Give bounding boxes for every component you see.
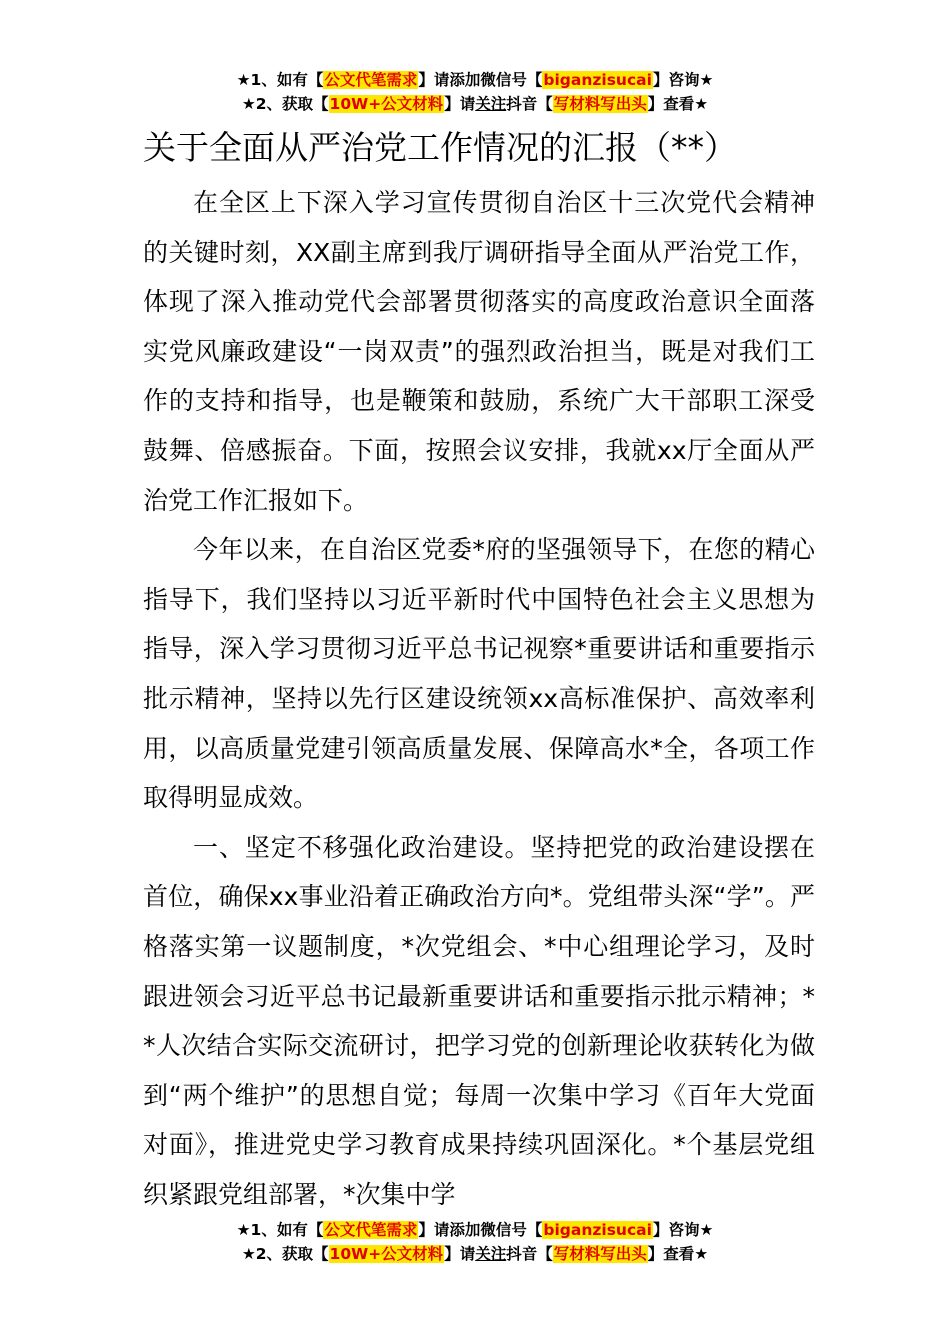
header-banner bbox=[0, 68, 950, 116]
banner-highlight: 10W+公文材料 bbox=[329, 1245, 444, 1263]
banner-text: 】请添加微信号【 bbox=[418, 1221, 543, 1239]
banner-text: ★2、获取【 bbox=[241, 1245, 329, 1263]
banner-highlight: 10W+公文材料 bbox=[329, 95, 444, 113]
banner-underlined-text: 关注 bbox=[475, 95, 507, 113]
document-title: 关于全面从严治党工作情况的汇报（**） bbox=[143, 128, 737, 167]
banner-text: 】咨询★ bbox=[652, 71, 714, 89]
banner-text: 】咨询★ bbox=[652, 1221, 714, 1239]
banner-highlight: 公文代笔需求 bbox=[324, 71, 418, 89]
paragraph-overview: 今年以来，在自治区党委*府的坚强领导下，在您的精心指导下，我们坚持以习近平新时代中国特色社会主义思想为指导，深入学习贯彻习近平总书记视察*重要讲话和重要指示批示精神，坚持以先行区建设统领xx高标准保护、高效率利用，以高质量党建引领高质量发展、保障高水*全，各项工作取得明显成效。 bbox=[143, 535, 815, 813]
paragraph-intro: 在全区上下深入学习宣传贯彻自治区十三次党代会精神的关键时刻，XX副主席到我厅调研指导全面从严治党工作，体现了深入推动党代会部署贯彻落实的高度政治意识全面落实党风廉政建设“一岗双责”的强烈政治担当，既是对我们工作的支持和指导，也是鞭策和鼓励，系统广大干部职工深受鼓舞、倍感振奋。下面，按照会议安排，我就xx厅全面从严治党工作汇报如下。 bbox=[143, 188, 815, 515]
banner-text: 】请 bbox=[444, 95, 476, 113]
banner-underlined-text: 关注 bbox=[475, 1245, 507, 1263]
douyin-account-highlight: 写材料写出头 bbox=[553, 95, 647, 113]
banner-text: 抖音【 bbox=[506, 1245, 553, 1263]
banner-text: ★2、获取【 bbox=[241, 95, 329, 113]
wechat-id-highlight: biganzisucai bbox=[543, 1221, 652, 1239]
douyin-account-highlight: 写材料写出头 bbox=[553, 1245, 647, 1263]
banner-highlight: 公文代笔需求 bbox=[324, 1221, 418, 1239]
banner-text: 】查看★ bbox=[647, 1245, 709, 1263]
banner-text: 】查看★ bbox=[647, 95, 709, 113]
banner-text: ★1、如有【 bbox=[236, 71, 324, 89]
wechat-id-highlight: biganzisucai bbox=[543, 71, 652, 89]
banner-text: ★1、如有【 bbox=[236, 1221, 324, 1239]
banner-line-2 bbox=[0, 1242, 950, 1266]
banner-line-1 bbox=[0, 1218, 950, 1242]
banner-text: 】请添加微信号【 bbox=[418, 71, 543, 89]
paragraph-section-1: 一、坚定不移强化政治建设。坚持把党的政治建设摆在首位，确保xx事业沿着正确政治方向*。党组带头深“学”。严格落实第一议题制度，*次党组会、*中心组理论学习，及时跟进领会习近平总书记最新重要讲话和重要指示批示精神；**人次结合实际交流研讨，把学习党的创新理论收获转化为做到“两个维护”的思想自觉；每周一次集中学习《百年大党面对面》，推进党史学习教育成果持续巩固深化。*个基层党组织紧跟党组部署，*次集中学 bbox=[143, 832, 815, 1209]
banner-line-2 bbox=[0, 92, 950, 116]
document-body bbox=[143, 124, 815, 1219]
banner-line-1 bbox=[0, 68, 950, 92]
banner-text: 抖音【 bbox=[506, 95, 553, 113]
banner-text: 】请 bbox=[444, 1245, 476, 1263]
footer-banner bbox=[0, 1218, 950, 1266]
